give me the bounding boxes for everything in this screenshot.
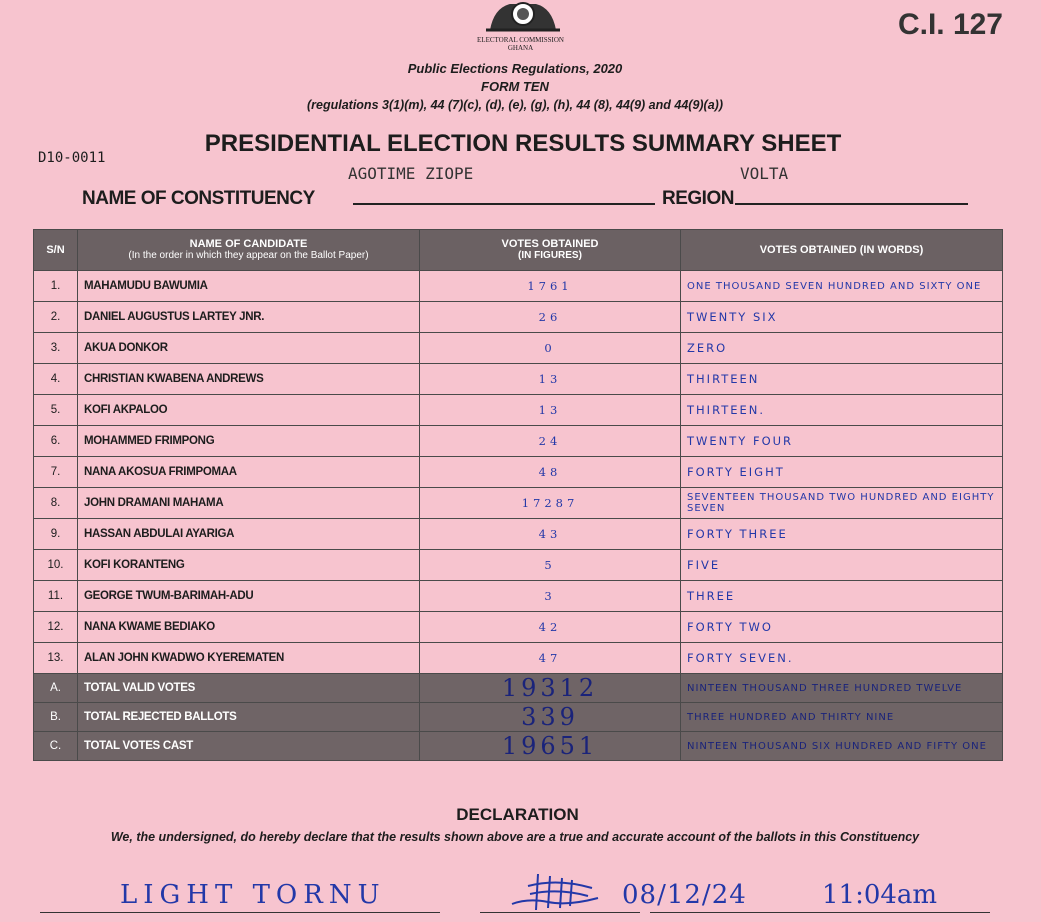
- header-words: VOTES OBTAINED (IN WORDS): [681, 230, 1003, 271]
- table-row: 1. MAHAMUDU BAWUMIA 1761 ONE THOUSAND SEVEN HUNDRED AND SIXTY ONE: [34, 271, 1003, 302]
- authority-name: ELECTORAL COMMISSION GHANA: [477, 36, 564, 52]
- declaration-date: 08/12/24: [622, 880, 747, 910]
- total-row-valid: A. TOTAL VALID VOTES 19312 NINTEEN THOUSAND THREE HUNDRED TWELVE: [34, 674, 1003, 703]
- signatory-name: LIGHT TORNU: [120, 880, 386, 910]
- header-figures: VOTES OBTAINED (IN FIGURES): [420, 230, 681, 271]
- table-row: 7. NANA AKOSUA FRIMPOMAA 48 FORTY EIGHT: [34, 457, 1003, 488]
- sheet-title: PRESIDENTIAL ELECTION RESULTS SUMMARY SHEET: [204, 130, 842, 157]
- region-line: [735, 203, 968, 205]
- table-row: 4. CHRISTIAN KWABENA ANDREWS 13 THIRTEEN: [34, 364, 1003, 395]
- total-row-cast: C. TOTAL VOTES CAST 19651 NINTEEN THOUSAND SIX HUNDRED AND FIFTY ONE: [34, 732, 1003, 761]
- table-row: 9. HASSAN ABDULAI AYARIGA 43 FORTY THREE: [34, 519, 1003, 550]
- signature-line: [40, 912, 440, 913]
- table-row: 2. DANIEL AUGUSTUS LARTEY JNR. 26 TWENTY SIX: [34, 302, 1003, 333]
- ci-number: C.I. 127: [897, 8, 1003, 41]
- form-name: FORM TEN: [481, 79, 549, 94]
- table-row: 6. MOHAMMED FRIMPONG 24 TWENTY FOUR: [34, 426, 1003, 457]
- table-row: 11. GEORGE TWUM-BARIMAH-ADU 3 THREE: [34, 581, 1003, 612]
- constituency-value: AGOTIME ZIOPE: [348, 164, 474, 183]
- signature-line: [480, 912, 640, 913]
- declaration-time: 11:04am: [822, 880, 938, 910]
- regulations-ref: (regulations 3(1)(m), 44 (7)(c), (d), (e), (g), (h), 44 (8), 44(9) and 44(9)(a)): [306, 98, 723, 112]
- declaration-heading: DECLARATION: [456, 805, 579, 824]
- region-label: REGION: [662, 188, 734, 209]
- regulations-block: [0, 60, 1030, 114]
- constituency-line: [353, 203, 655, 205]
- signature-line: [650, 912, 990, 913]
- declaration-text: We, the undersigned, do hereby declare that the results shown above are a true and accurate account of the ballots in this Constituency: [110, 830, 920, 844]
- header-name: NAME OF CANDIDATE (In the order in which they appear on the Ballot Paper): [78, 230, 420, 271]
- table-row: 5. KOFI AKPALOO 13 THIRTEEN.: [34, 395, 1003, 426]
- header-sn: S/N: [34, 230, 78, 271]
- total-row-rejected: B. TOTAL REJECTED BALLOTS 339 THREE HUNDRED AND THIRTY NINE: [34, 703, 1003, 732]
- table-row: 12. NANA KWAME BEDIAKO 42 FORTY TWO: [34, 612, 1003, 643]
- region-value: VOLTA: [740, 164, 789, 183]
- table-row: 10. KOFI KORANTENG 5 FIVE: [34, 550, 1003, 581]
- results-table: [33, 229, 1003, 761]
- constituency-label: NAME OF CONSTITUENCY: [82, 188, 315, 209]
- table-row: 8. JOHN DRAMANI MAHAMA 17287 SEVENTEEN THOUSAND TWO HUNDRED AND EIGHTY SEVEN: [34, 488, 1003, 519]
- table-row: 3. AKUA DONKOR 0 ZERO: [34, 333, 1003, 364]
- regulations-title: Public Elections Regulations, 2020: [407, 61, 623, 76]
- constituency-code: D10-0011: [38, 150, 106, 166]
- table-row: 13. ALAN JOHN KWADWO KYEREMATEN 47 FORTY SEVEN.: [34, 643, 1003, 674]
- signature-icon: [508, 868, 602, 916]
- coat-of-arms-icon: [484, 0, 562, 32]
- table-header-row: [34, 230, 1003, 271]
